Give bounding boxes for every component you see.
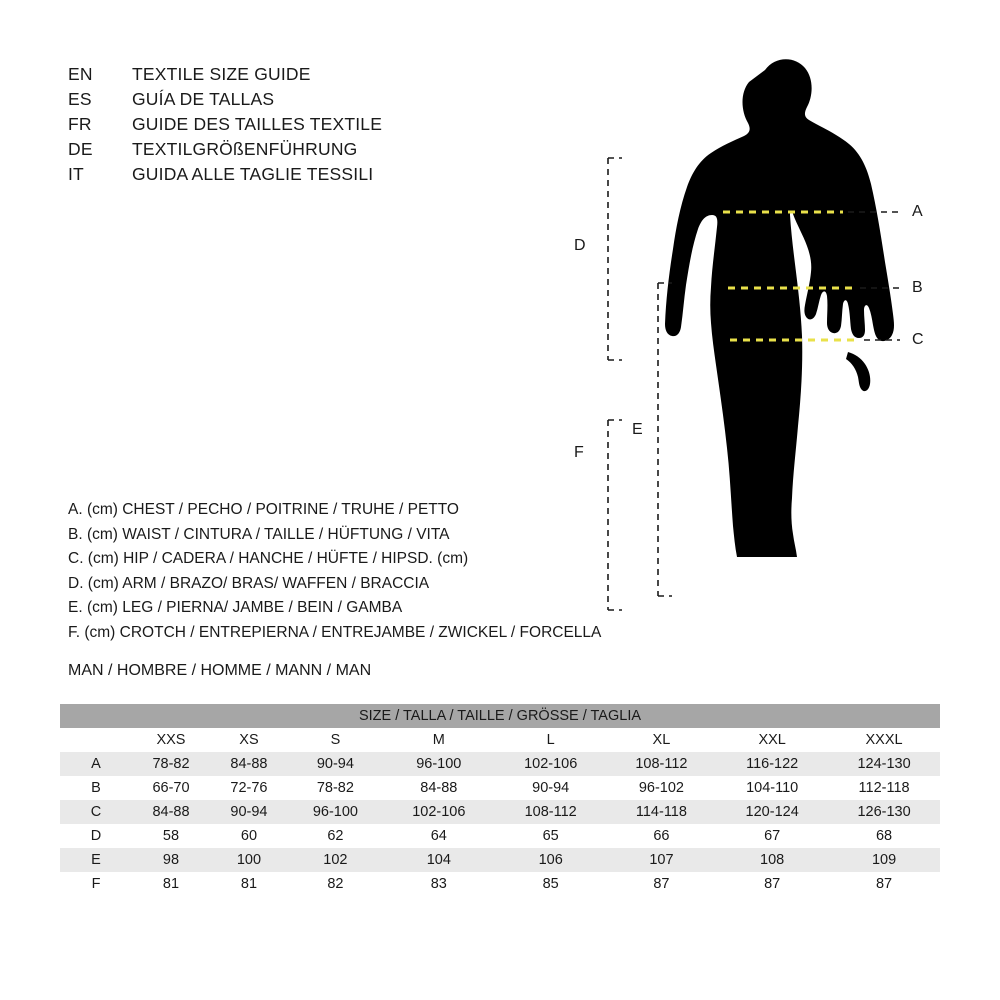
table-cell: 90-94: [210, 800, 288, 824]
table-cell: 108-112: [607, 752, 717, 776]
table-cell: 58: [132, 824, 210, 848]
language-row: [68, 112, 382, 137]
column-header: L: [495, 728, 607, 752]
language-title: GUIDE DES TAILLES TEXTILE: [132, 114, 383, 134]
language-code: FR: [68, 114, 92, 134]
table-cell: 109: [828, 848, 940, 872]
language-title: GUÍA DE TALLAS: [132, 89, 275, 109]
row-label: F: [60, 872, 132, 896]
bracket-label-f: F: [574, 444, 584, 461]
table-cell: 100: [210, 848, 288, 872]
table-cell: 83: [383, 872, 495, 896]
table-cell: 106: [495, 848, 607, 872]
callout-label-c: C: [912, 331, 924, 348]
row-label: E: [60, 848, 132, 872]
column-header: XXS: [132, 728, 210, 752]
row-label: A: [60, 752, 132, 776]
table-cell: 68: [828, 824, 940, 848]
table-row: [60, 776, 940, 800]
table-cell: 67: [716, 824, 828, 848]
table-cell: 102-106: [495, 752, 607, 776]
table-cell: 84-88: [210, 752, 288, 776]
table-header-row: [60, 704, 940, 728]
table-cell: 78-82: [132, 752, 210, 776]
legend-item: D. (cm) ARM / BRAZO/ BRAS/ WAFFEN / BRACCIA: [68, 574, 430, 592]
language-row: [68, 87, 382, 112]
row-label: C: [60, 800, 132, 824]
row-label: D: [60, 824, 132, 848]
language-code: EN: [68, 64, 93, 84]
table-cell: 116-122: [716, 752, 828, 776]
callout-label-b: B: [912, 279, 923, 296]
table-cell: 102: [288, 848, 383, 872]
table-cell: 64: [383, 824, 495, 848]
legend-item: C. (cm) HIP / CADERA / HANCHE / HÜFTE / HIPSD. (cm): [68, 550, 469, 568]
column-header: [60, 728, 132, 752]
table-cell: 87: [607, 872, 717, 896]
measurement-legend: [68, 498, 601, 645]
column-header: XS: [210, 728, 288, 752]
measurement-figure: [560, 30, 980, 650]
size-table: [60, 704, 940, 896]
column-header: XXL: [716, 728, 828, 752]
table-cell: 84-88: [383, 776, 495, 800]
table-cell: 107: [607, 848, 717, 872]
table-cell: 104-110: [716, 776, 828, 800]
table-cell: 96-100: [288, 800, 383, 824]
table-cell: 82: [288, 872, 383, 896]
table-cell: 87: [828, 872, 940, 896]
language-row: [68, 137, 382, 162]
table-row: [60, 848, 940, 872]
table-cell: 96-102: [607, 776, 717, 800]
table-cell: 62: [288, 824, 383, 848]
table-cell: 78-82: [288, 776, 383, 800]
table-cell: 112-118: [828, 776, 940, 800]
table-cell: 72-76: [210, 776, 288, 800]
table-cell: 96-100: [383, 752, 495, 776]
column-header: XXXL: [828, 728, 940, 752]
language-code: DE: [68, 139, 93, 159]
language-code: IT: [68, 164, 84, 184]
table-cell: 85: [495, 872, 607, 896]
column-header: S: [288, 728, 383, 752]
table-row: [60, 800, 940, 824]
table-cell: 108: [716, 848, 828, 872]
table-cell: 120-124: [716, 800, 828, 824]
language-title: TEXTILE SIZE GUIDE: [132, 64, 311, 84]
table-cell: 124-130: [828, 752, 940, 776]
table-cell: 84-88: [132, 800, 210, 824]
table-row: [60, 824, 940, 848]
column-header: XL: [607, 728, 717, 752]
bracket-label-e: E: [632, 421, 643, 438]
table-cell: 87: [716, 872, 828, 896]
legend-item: A. (cm) CHEST / PECHO / POITRINE / TRUHE / PETTO: [68, 501, 459, 519]
callout-label-a: A: [912, 203, 923, 220]
table-cell: 66: [607, 824, 717, 848]
legend-item: F. (cm) CROTCH / ENTREPIERNA / ENTREJAMBE / ZWICKEL / FORCELLA: [68, 623, 602, 641]
table-cell: 60: [210, 824, 288, 848]
table-cell: 90-94: [288, 752, 383, 776]
table-cell: 81: [132, 872, 210, 896]
language-code: ES: [68, 89, 92, 109]
size-table-wrapper: [60, 704, 940, 896]
language-row: [68, 162, 382, 187]
table-columns-row: [60, 728, 940, 752]
language-title: GUIDA ALLE TAGLIE TESSILI: [132, 164, 374, 184]
legend-item: E. (cm) LEG / PIERNA/ JAMBE / BEIN / GAMBA: [68, 599, 403, 617]
table-cell: 108-112: [495, 800, 607, 824]
table-cell: 65: [495, 824, 607, 848]
table-cell: 66-70: [132, 776, 210, 800]
language-title: TEXTILGRÖßENFÜHRUNG: [132, 139, 358, 159]
legend-item: B. (cm) WAIST / CINTURA / TAILLE / HÜFTUNG / VITA: [68, 525, 450, 543]
column-header: M: [383, 728, 495, 752]
man-silhouette-icon: [665, 59, 894, 557]
table-title: SIZE / TALLA / TAILLE / GRÖSSE / TAGLIA: [60, 704, 940, 728]
table-cell: 81: [210, 872, 288, 896]
table-cell: 104: [383, 848, 495, 872]
table-cell: 114-118: [607, 800, 717, 824]
row-label: B: [60, 776, 132, 800]
bracket-label-d: D: [574, 237, 586, 254]
table-row: [60, 872, 940, 896]
table-cell: 90-94: [495, 776, 607, 800]
language-row: [68, 62, 382, 87]
crotch-bracket-f: [608, 420, 622, 610]
table-cell: 102-106: [383, 800, 495, 824]
table-row: [60, 752, 940, 776]
arm-bracket-d: [608, 158, 622, 360]
table-cell: 98: [132, 848, 210, 872]
language-titles: [68, 62, 382, 187]
table-cell: 126-130: [828, 800, 940, 824]
gender-group-label: MAN / HOMBRE / HOMME / MANN / MAN: [68, 662, 372, 679]
